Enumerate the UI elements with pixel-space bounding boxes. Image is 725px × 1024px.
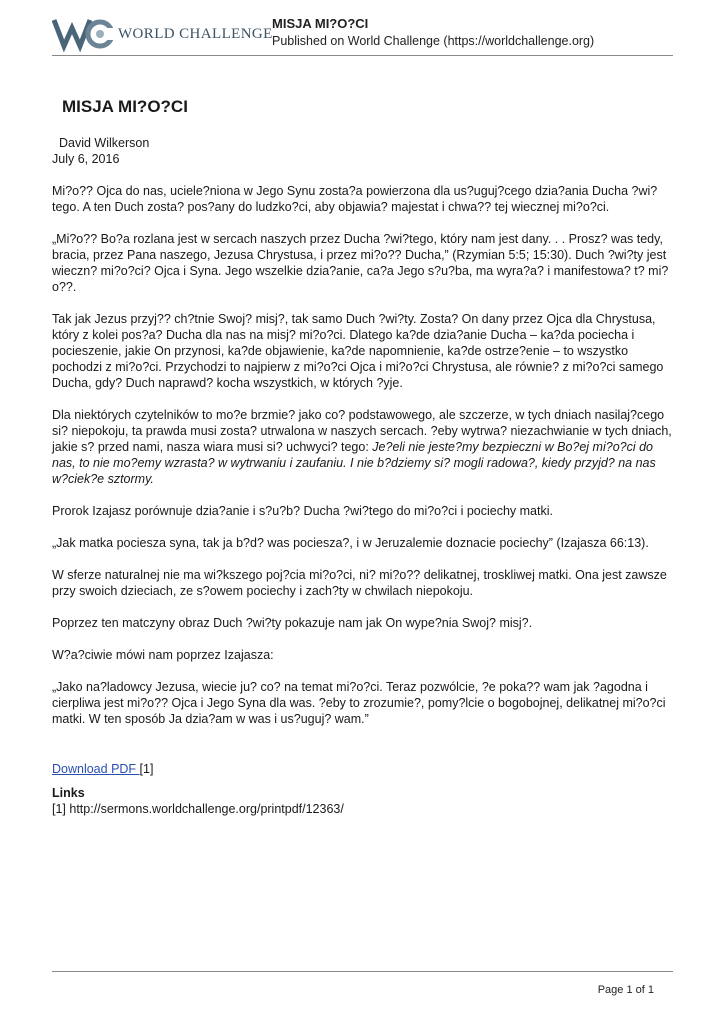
links-heading: Links [52, 786, 85, 800]
paragraph-4 [52, 407, 672, 487]
article-title: MISJA MI?O?CI [62, 97, 188, 116]
footer-divider [52, 971, 673, 972]
download-row [52, 761, 672, 777]
article-date: July 6, 2016 [52, 152, 120, 166]
page-header [52, 14, 672, 56]
links-item: [1] http://sermons.worldchallenge.org/printpdf/12363/ [52, 802, 344, 816]
header-title: MISJA MI?O?CI [272, 16, 369, 31]
paragraph-1: Mi?o?? Ojca do nas, uciele?niona w Jego Synu zosta?a powierzona dla us?uguj?cego dzia?ania Ducha ?wi?tego. A ten Duch zosta? pos?any do ludzko?ci, aby objawia? majestat i chwa?? tej wiecznej mi?o?ci. [52, 184, 658, 214]
paragraph-8: Poprzez ten matczyny obraz Duch ?wi?ty pokazuje nam jak On wype?nia Swoj? misj?. [52, 616, 533, 630]
paragraph-7: W sferze naturalnej nie ma wi?kszego poj?cia mi?o?ci, ni? mi?o?? delikatnej, troskliwej matki. Ona jest zawsze przy swoich dzieciach, ze s?owem pociechy i zach?ty w chwilach niepokoju. [52, 568, 667, 598]
paragraph-3: Tak jak Jezus przyj?? ch?tnie Swoj? misj?, tak samo Duch ?wi?ty. Zosta? On dany przez Ojca dla Chrystusa, który z kolei pos?a? Ducha dla nas na misj? mi?o?ci. Dlatego ka?de dzia?anie Ducha – ka?da pociecha i pocieszenie, jakie On przynosi, ka?de objawienie, ka?de napomnienie, ka?de ostrze?enie – to wszystko pochodzi z mi?o?ci. Przychodzi to najpierw z mi?o?ci Ojca i mi?o?ci Chrystusa, ale równie? z mi?o?ci samego Ducha, gdy? Duch naprawd? kocha wszystkich, w których ?yje. [52, 312, 664, 390]
header-published-line: Published on World Challenge (https://worldchallenge.org) [272, 34, 595, 48]
world-challenge-logo[interactable] [52, 14, 273, 54]
download-ref: [1] [139, 762, 154, 776]
article-author: David Wilkerson [59, 136, 150, 150]
paragraph-4-italic: Je?eli nie jeste?my bezpieczni w Bo?ej mi?o?ci do nas, to nie mo?emy wzrasta? w wytrwaniu i zaufaniu. I nie b?dziemy si? mogli radowa?, kiedy przyjd? na nas w?ciek?e sztormy. [52, 440, 656, 486]
page-number: Page 1 of 1 [597, 984, 654, 996]
paragraph-4-text: Dla niektórych czytelników to mo?e brzmie? jako co? podstawowego, ale szczerze, w tych dniach nasilaj?cego si? niepokoju, ta prawda musi zosta? utrwalona w naszych sercach. ?eby wytrwa? niezachwianie w tych dniach, jakie s? przed nami, nasza wiara musi si? uchwyci? tego: [52, 408, 672, 454]
download-pdf-link[interactable]: Download PDF [52, 762, 140, 776]
paragraph-9: W?a?ciwie mówi nam poprzez Izajasza: [52, 648, 274, 662]
paragraph-2: „Mi?o?? Bo?a rozlana jest w sercach naszych przez Ducha ?wi?tego, który nam jest dany. . . Prosz? was tedy, bracia, przez Pana naszego, Jezusa Chrystusa, i przez mi?o?? Ducha,” (Rzymian 5:5; 15:30). Duch ?wi?ty jest wieczn? mi?o?ci? Ojca i Syna. Jego wszelkie dzia?anie, ca?a Jego s?u?ba, ma wyra?a? i manifestowa? t? mi?o??. [52, 232, 669, 294]
article-body [52, 96, 672, 817]
paragraph-6: „Jak matka pociesza syna, tak ja b?d? was pociesza?, i w Jeruzalemie doznacie pociechy” (Izajasza 66:13). [52, 536, 649, 550]
paragraph-5: Prorok Izajasz porównuje dzia?anie i s?u?b? Ducha ?wi?tego do mi?o?ci i pociechy matki. [52, 504, 553, 518]
wc-logo-icon [52, 16, 114, 52]
paragraph-10: „Jako na?ladowcy Jezusa, wiecie ju? co? na temat mi?o?ci. Teraz pozwólcie, ?e poka?? wam jak ?agodna i cierpliwa jest mi?o?? Ojca i Jego Syna dla was. ?eby to zrozumie?, pomy?lcie o bogobojnej, delikatnej mi?o?ci matki. W ten sposób Ja dzia?am w was i us?uguj? wam.” [52, 680, 666, 726]
logo-text: WORLD CHALLENGE [118, 26, 273, 42]
header-divider [52, 55, 673, 56]
